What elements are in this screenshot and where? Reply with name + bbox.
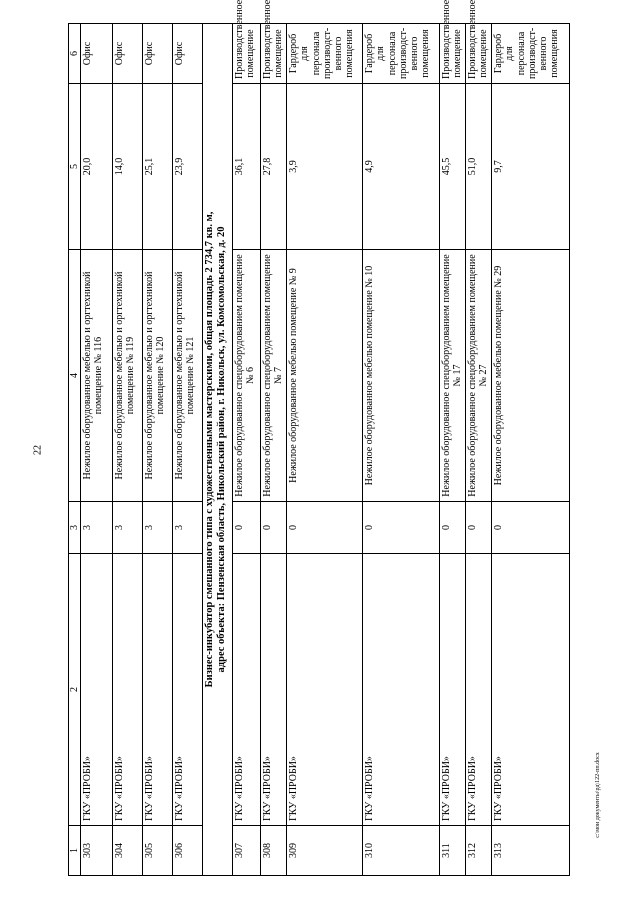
row-number: 309: [287, 826, 363, 876]
area: 36,1: [233, 84, 261, 250]
table-row: [233, 24, 261, 876]
organization: ГКУ «ПРОБИ»: [143, 554, 173, 826]
footer-file-path: c:\мои документы\рд\122-пп.docx: [595, 752, 601, 838]
organization: ГКУ «ПРОБИ»: [466, 554, 492, 826]
table-row: [261, 24, 287, 876]
purpose: Офис: [113, 24, 143, 84]
row-number: 303: [81, 826, 113, 876]
purpose: Офис: [173, 24, 203, 84]
rotated-table-container: [68, 0, 598, 876]
purpose: Производственное помещение: [261, 24, 287, 84]
purpose: Гардероб для персонала производст-венного помещения: [363, 24, 440, 84]
floor: 0: [233, 502, 261, 554]
premises-description: Нежилое оборудованное спецоборудованием помещение № 7: [261, 250, 287, 502]
floor: 0: [287, 502, 363, 554]
row-number: 307: [233, 826, 261, 876]
column-header: 2: [69, 554, 81, 826]
area: 25,1: [143, 84, 173, 250]
row-number: 304: [113, 826, 143, 876]
premises-description: Нежилое оборудованное мебелью помещение № 29: [492, 250, 570, 502]
purpose: Офис: [81, 24, 113, 84]
table-row: [143, 24, 173, 876]
table-row: [363, 24, 440, 876]
premises-description: Нежилое оборудованное спецоборудованием помещение № 6: [233, 250, 261, 502]
organization: ГКУ «ПРОБИ»: [261, 554, 287, 826]
header-row: [69, 24, 81, 876]
area: 20,0: [81, 84, 113, 250]
row-number: 311: [440, 826, 466, 876]
purpose: Офис: [143, 24, 173, 84]
area: 51,0: [466, 84, 492, 250]
premises-description: Нежилое оборудованное спецоборудованием помещение № 27: [466, 250, 492, 502]
column-header: 4: [69, 250, 81, 502]
section-title-line: Бизнес-инкубатор смешанного типа с художественными мастерскими, общая площадь 2 734,7 кв. м,: [204, 211, 216, 688]
floor: 0: [466, 502, 492, 554]
column-header: 6: [69, 24, 81, 84]
floor: 3: [113, 502, 143, 554]
table-row: [440, 24, 466, 876]
floor: 0: [363, 502, 440, 554]
row-number: 313: [492, 826, 570, 876]
table-row: [287, 24, 363, 876]
floor: 0: [440, 502, 466, 554]
organization: ГКУ «ПРОБИ»: [233, 554, 261, 826]
organization: ГКУ «ПРОБИ»: [113, 554, 143, 826]
area: 14,0: [113, 84, 143, 250]
purpose: Гардероб для персонала производст-венного помещения: [287, 24, 363, 84]
floor: 0: [492, 502, 570, 554]
purpose: Гардероб для персонала производст-венного помещения: [492, 24, 570, 84]
section-title: [203, 24, 233, 876]
purpose: Производственное помещение: [466, 24, 492, 84]
organization: ГКУ «ПРОБИ»: [492, 554, 570, 826]
organization: ГКУ «ПРОБИ»: [81, 554, 113, 826]
floor: 3: [81, 502, 113, 554]
purpose: Производственное помещение: [233, 24, 261, 84]
table-body: [69, 0, 570, 876]
table-row: [173, 24, 203, 876]
column-header: 1: [69, 826, 81, 876]
area: 4,9: [363, 84, 440, 250]
premises-description: Нежилое оборудованное мебелью помещение № 10: [363, 250, 440, 502]
area: 45,5: [440, 84, 466, 250]
section-address-line: адрес объекта: Пензенская область, Никольский район, г. Никольск, ул. Комсомольская, д. 20: [215, 226, 227, 673]
row-number: 312: [466, 826, 492, 876]
column-header: 3: [69, 502, 81, 554]
area: 9,7: [492, 84, 570, 250]
premises-description: Нежилое оборудованное мебелью и оргтехникой помещение № 120: [143, 250, 173, 502]
table-row: [466, 24, 492, 876]
row-number: 306: [173, 826, 203, 876]
organization: ГКУ «ПРОБИ»: [363, 554, 440, 826]
organization: ГКУ «ПРОБИ»: [287, 554, 363, 826]
area: 23,9: [173, 84, 203, 250]
premises-table: [68, 0, 570, 876]
table-row: [113, 24, 143, 876]
row-number: 305: [143, 826, 173, 876]
premises-description: Нежилое оборудованное мебелью и оргтехникой помещение № 121: [173, 250, 203, 502]
floor: 3: [173, 502, 203, 554]
floor: 0: [261, 502, 287, 554]
table-row: [492, 24, 570, 876]
table-row: [81, 24, 113, 876]
floor: 3: [143, 502, 173, 554]
area: 3,9: [287, 84, 363, 250]
page-number: 22: [32, 445, 44, 455]
column-header: 5: [69, 84, 81, 250]
premises-description: Нежилое оборудованное спецоборудованием помещение № 17: [440, 250, 466, 502]
organization: ГКУ «ПРОБИ»: [440, 554, 466, 826]
row-number: 308: [261, 826, 287, 876]
purpose: Производственное помещение: [440, 24, 466, 84]
premises-description: Нежилое оборудованное мебелью и оргтехникой помещение № 116: [81, 250, 113, 502]
premises-description: Нежилое оборудованное мебелью и оргтехникой помещение № 119: [113, 250, 143, 502]
section-header-row: [203, 24, 233, 876]
area: 27,8: [261, 84, 287, 250]
row-number: 310: [363, 826, 440, 876]
organization: ГКУ «ПРОБИ»: [173, 554, 203, 826]
premises-description: Нежилое оборудованное мебелью помещение № 9: [287, 250, 363, 502]
